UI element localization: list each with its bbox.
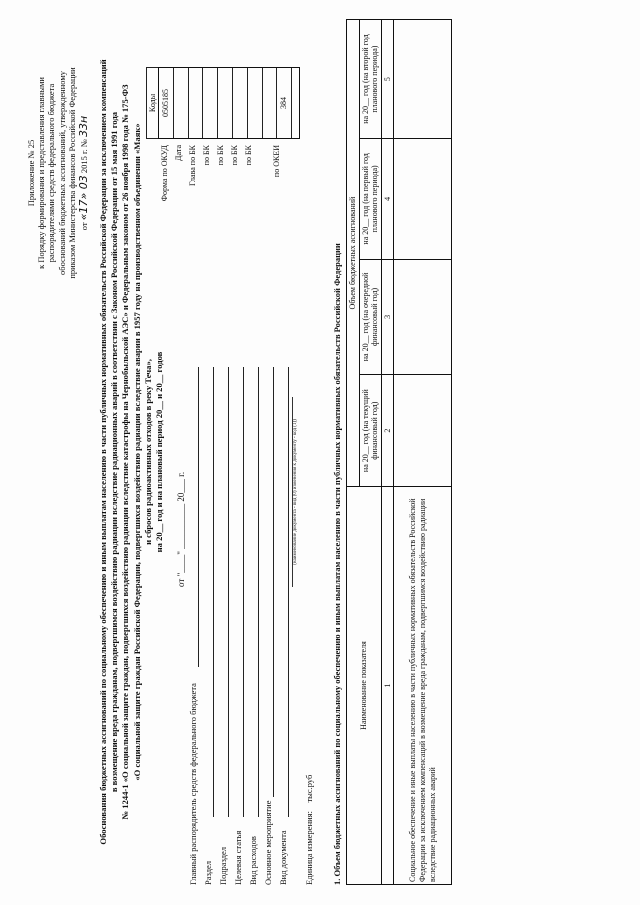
document-note: (наименование документа - вид (0) изменения к документу - код (1)) [292, 397, 299, 587]
table-number-row [381, 20, 394, 885]
order-date: «17» 03 [76, 175, 90, 221]
title-line: № 1244-1 «О социальной защите граждан, подвергшихся воздействию радиации вследствие катастрофы на Чернобыльской АЭС» и Федеральным законом от 26 ноября 1998 года № 175-ФЗ [120, 84, 131, 820]
code-chapter [189, 68, 204, 138]
field-section: Раздел [203, 860, 213, 885]
header-col4: на 20__ год (на первый год планового периода) [359, 139, 381, 259]
appendix-line: к Порядку формирования и представления главными [36, 77, 47, 269]
section-title: 1. Объем бюджетных ассигнований по социальному обеспечению и иным выплатам населению в части публичных нормативных обязательств Российской Федерации [332, 243, 342, 885]
table-header-row [347, 20, 360, 885]
codes-header: Коды [146, 67, 159, 139]
field-line [198, 367, 199, 667]
label-date: Дата [174, 145, 183, 161]
unit-value: тыс.руб [304, 774, 314, 803]
col-number: 1 [381, 487, 394, 885]
code-blank [263, 68, 278, 138]
header-col3: на 20__ год (на очередной финансовый год) [359, 259, 381, 375]
document-title [98, 17, 165, 887]
field-line [258, 367, 259, 817]
header-col2: на 20__ год (на текущий финансовый год) [359, 375, 381, 487]
date-stamp: от "____" __________ 20___ г. [176, 471, 186, 587]
code-date [174, 68, 189, 138]
field-line [273, 367, 274, 797]
header-group: Объем бюджетных ассигнований [347, 20, 360, 487]
code-bk-4 [248, 68, 263, 138]
row-cell [394, 259, 452, 375]
table-row [394, 20, 452, 885]
field-document-type: Вид документа [278, 830, 288, 885]
code-spare [292, 68, 306, 138]
row-cell [394, 375, 452, 487]
label-bk: по БК [216, 145, 225, 166]
label-bk: по БК [230, 145, 239, 166]
col-number: 2 [381, 375, 394, 487]
field-target-article: Целевая статья [233, 830, 243, 885]
code-okei: 384 [277, 68, 292, 138]
field-line [213, 367, 214, 817]
col-number: 5 [381, 20, 394, 139]
row-cell [394, 20, 452, 139]
title-line: на 20__ год и на плановый период 20__ и 20__ годов [153, 351, 164, 553]
appendix-line: обоснований бюджетных ассигнований, утвержденному [56, 71, 67, 275]
order-date-line [77, 23, 90, 323]
col-number: 3 [381, 259, 394, 375]
field-line [288, 367, 289, 817]
label-chapter: Глава по БК [188, 145, 197, 186]
title-line: «О социальной защите граждан Российской Федерации, подвергшихся воздействию радиации вследствие аварии в 1957 году на производственном объединении «Маяк» [131, 123, 142, 781]
header-name: Наименование показателя [347, 487, 382, 885]
unit-label [304, 775, 314, 885]
code-bk-3 [233, 68, 248, 138]
field-main-distributor: Главный распорядитель средств федерального бюджета [188, 683, 198, 885]
code-bk-1 [203, 68, 218, 138]
allocations-table [346, 19, 452, 885]
label-okud: Форма по ОКУД [160, 145, 169, 202]
appendix-line: приказом Министерства финансов Российской Федерации [66, 67, 77, 279]
field-subsection: Подраздел [218, 846, 228, 885]
code-okud: 0505185 [159, 68, 174, 138]
title-line: Обоснования бюджетных ассигнований по социальному обеспечению и иным выплатам населению в части публичных нормативных обязательств Российской Федерации за исключением компенсаций [98, 59, 108, 845]
unit-label-text: Единица измерения: [304, 811, 314, 885]
order-from: от [78, 222, 89, 231]
field-line [243, 367, 244, 817]
field-main-activity: Основное мероприятие [263, 800, 273, 885]
appendix-line: Приложение № 25 [26, 139, 36, 207]
field-line [228, 367, 229, 817]
order-number: 33н [76, 115, 90, 137]
code-bk-2 [218, 68, 233, 138]
title-line: и сбросов радиоактивных отходов в реку Теча», [142, 359, 153, 545]
rotated-sheet [20, 17, 620, 887]
label-bk: по БК [244, 145, 253, 166]
row-cell [394, 139, 452, 259]
field-expense-type: Вид расходов [248, 836, 258, 885]
title-line: в возмещение вреда гражданам, подвергшимся воздействию радиации вследствие радиационных аварий в соответствии с Законом Российской Федерации от 15 мая 1991 года [109, 111, 120, 793]
label-okei: по ОКЕИ [272, 145, 281, 178]
label-bk: по БК [202, 145, 211, 166]
order-year: 2015 г. № [78, 139, 89, 174]
codes-box [158, 67, 300, 139]
appendix-line: распорядителями средств федерального бюджета [46, 83, 57, 263]
header-col5: на 20__ год (на второй год планового периода) [359, 20, 381, 139]
col-number: 4 [381, 139, 394, 259]
row-name: Социальное обеспечение и иные выплаты населению в части публичных нормативных обязательств Российской Федерации за исключением компенсаций в возмещение вреда гражданам, подвергшимся воздействию радиации вследствие радиационных аварий [394, 487, 452, 885]
appendix-header [26, 23, 90, 323]
